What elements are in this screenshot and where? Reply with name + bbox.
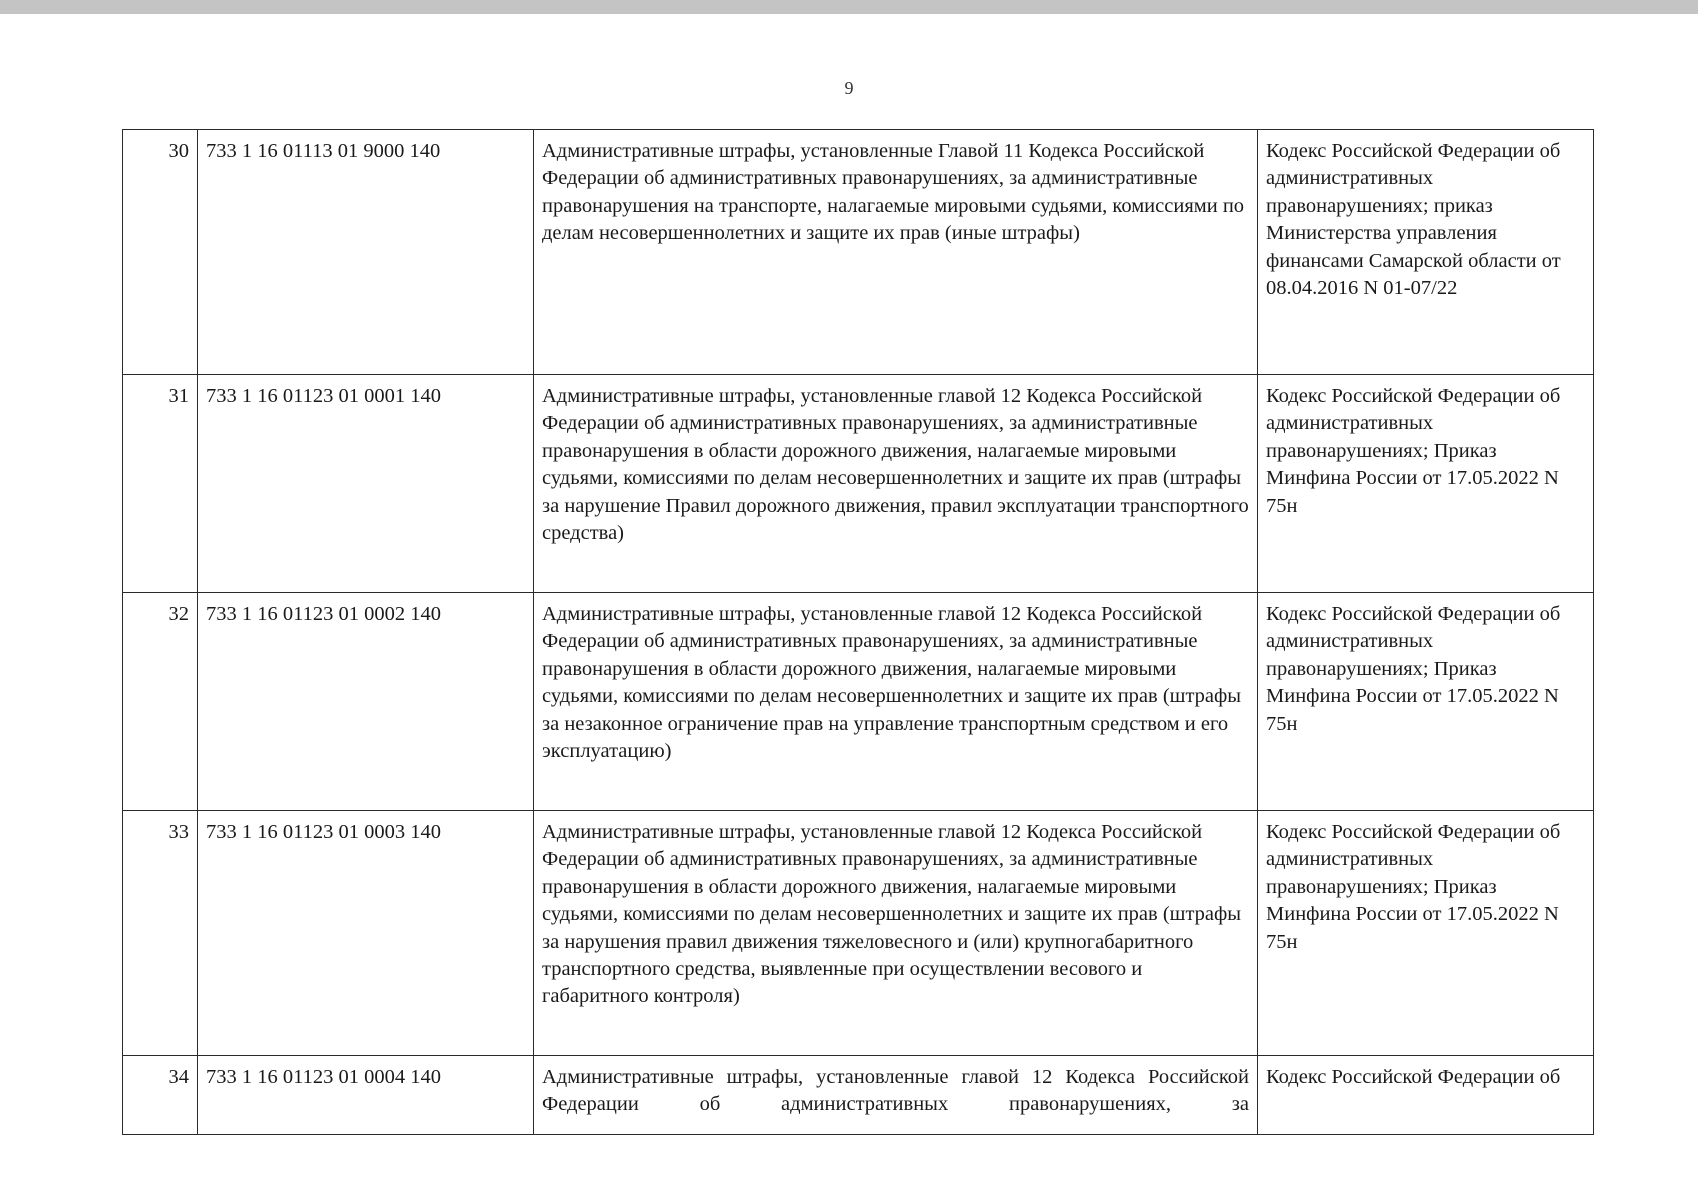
legal-basis: Кодекс Российской Федерации об административных правонарушениях; Приказ Минфина России от 17.05.2022 N 75н bbox=[1258, 811, 1594, 1056]
table-row bbox=[123, 130, 1594, 375]
row-number: 30 bbox=[123, 130, 198, 375]
table-row bbox=[123, 375, 1594, 593]
table-row bbox=[123, 593, 1594, 811]
row-number: 31 bbox=[123, 375, 198, 593]
budget-code: 733 1 16 01123 01 0001 140 bbox=[198, 375, 534, 593]
legal-basis: Кодекс Российской Федерации об bbox=[1258, 1056, 1594, 1135]
budget-code: 733 1 16 01123 01 0002 140 bbox=[198, 593, 534, 811]
row-number: 34 bbox=[123, 1056, 198, 1135]
legal-basis: Кодекс Российской Федерации об административных правонарушениях; Приказ Минфина России от 17.05.2022 N 75н bbox=[1258, 593, 1594, 811]
row-number: 33 bbox=[123, 811, 198, 1056]
row-description: Административные штрафы, установленные Главой 11 Кодекса Российской Федерации об административных правонарушениях, за административные правонарушения на транспорте, налагаемые мировыми судьями, комиссиями по делам несовершеннолетних и защите их прав (иные штрафы) bbox=[534, 130, 1258, 375]
budget-code: 733 1 16 01123 01 0004 140 bbox=[198, 1056, 534, 1135]
table-row bbox=[123, 1056, 1594, 1135]
scan-top-bar bbox=[0, 0, 1698, 14]
row-description: Административные штрафы, установленные главой 12 Кодекса Российской Федерации об административных правонарушениях, за bbox=[534, 1056, 1258, 1135]
budget-code: 733 1 16 01123 01 0003 140 bbox=[198, 811, 534, 1056]
legal-basis: Кодекс Российской Федерации об административных правонарушениях; Приказ Минфина России от 17.05.2022 N 75н bbox=[1258, 375, 1594, 593]
row-number: 32 bbox=[123, 593, 198, 811]
legal-basis: Кодекс Российской Федерации об административных правонарушениях; приказ Министерства управления финансами Самарской области от 08.04.2016 N 01-07/22 bbox=[1258, 130, 1594, 375]
page-number: 9 bbox=[844, 78, 854, 98]
budget-code: 733 1 16 01113 01 9000 140 bbox=[198, 130, 534, 375]
document-table bbox=[122, 129, 1594, 1135]
row-description: Административные штрафы, установленные главой 12 Кодекса Российской Федерации об административных правонарушениях, за административные правонарушения в области дорожного движения, налагаемые мировыми судьями, комиссиями по делам несовершеннолетних и защите их прав (штрафы за незаконное ограничение прав на управление транспортным средством и его эксплуатацию) bbox=[534, 593, 1258, 811]
row-description: Административные штрафы, установленные главой 12 Кодекса Российской Федерации об административных правонарушениях, за административные правонарушения в области дорожного движения, налагаемые мировыми судьями, комиссиями по делам несовершеннолетних и защите их прав (штрафы за нарушение Правил дорожного движения, правил эксплуатации транспортного средства) bbox=[534, 375, 1258, 593]
table-row bbox=[123, 811, 1594, 1056]
row-description: Административные штрафы, установленные главой 12 Кодекса Российской Федерации об административных правонарушениях, за административные правонарушения в области дорожного движения, налагаемые мировыми судьями, комиссиями по делам несовершеннолетних и защите их прав (штрафы за нарушения правил движения тяжеловесного и (или) крупногабаритного транспортного средства, выявленные при осуществлении весового и габаритного контроля) bbox=[534, 811, 1258, 1056]
